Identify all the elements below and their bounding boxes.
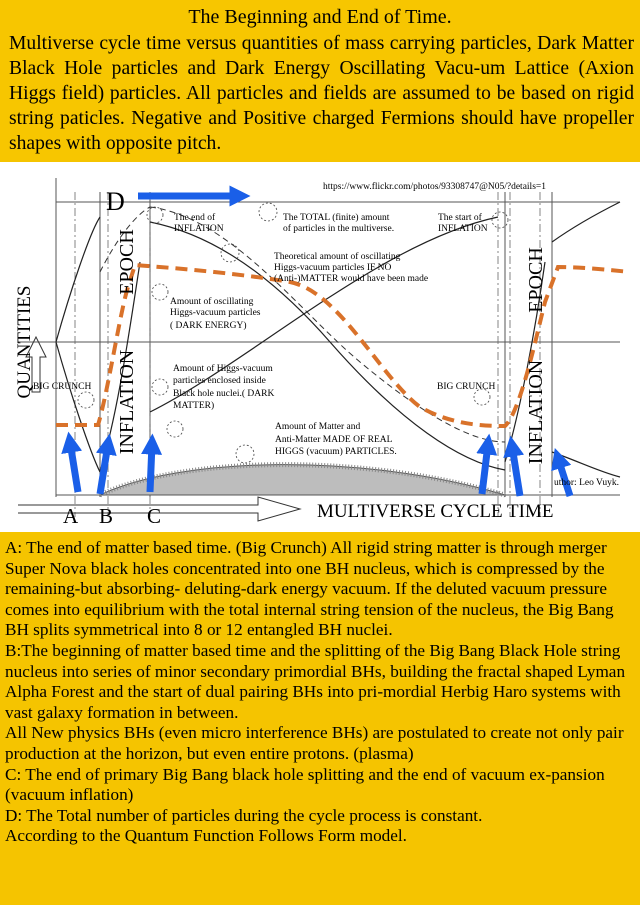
label-a: A: [63, 504, 79, 528]
note-c: C: The end of primary Big Bang black hole splitting and the end of vacuum ex-pansion (vacuum inflation): [5, 764, 605, 805]
real-matter-line1: Amount of Matter and: [275, 422, 361, 432]
cycle-diagram: [0, 162, 640, 532]
real-matter-line3: HIGGS (vacuum) PARTICLES.: [275, 447, 397, 457]
header-banner: [0, 0, 640, 160]
notes-section: [5, 538, 635, 847]
label-c: C: [147, 504, 162, 528]
theoretical-line3: (Anti-)MATTER would have been made: [274, 274, 429, 284]
label-b: B: [99, 504, 114, 528]
dark-energy-line3: ( DARK ENERGY): [170, 321, 247, 331]
author-credit: uthor: Leo Vuyk.: [554, 478, 619, 488]
end-inflation-line2: INFLATION: [174, 224, 224, 234]
note-new-physics: All New physics BHs (even micro interference BHs) are postulated to create not only pair production at the horizon, but even entire protons. (plasma): [5, 723, 624, 763]
page-title: The Beginning and End of Time.: [188, 6, 452, 28]
source-url: https://www.flickr.com/photos/93308747@N05/?details=1: [323, 182, 546, 192]
theoretical-line1: Theoretical amount of oscillating: [274, 252, 401, 262]
note-a: A: The end of matter based time. (Big Crunch) All rigid string matter is through merger Super Nova black holes concentrated into one BH nucleus, which is compressed by the remaining-but absorbing- deluting-dark energy vacuum. If the deluted vacuum pressure comes into equilibrium with the total internal string tension of the nucleus, the Big Bang BH splits symmetrical into 8 or 12 entangled BH nuclei.: [5, 538, 614, 640]
note-b: B:The beginning of matter based time and the splitting of the Big Bang Black Hole string nucleus into series of minor secondary primordial BHs, building the fractal shaped Lyman Alpha Forest and the start of dual pairing BHs into pri-mordial Herbig Haro systems with vast galaxy formation in between.: [5, 640, 626, 722]
inflation-right-label: INFLATION: [525, 359, 547, 465]
real-matter-line2: Anti-Matter MADE OF REAL: [275, 435, 393, 445]
total-particles-line1: The TOTAL (finite) amount: [283, 213, 390, 223]
total-particles-line2: of particles in the multiverse.: [283, 224, 395, 234]
dark-matter-line2: particles enclosed inside: [173, 376, 266, 386]
big-crunch-right: BIG CRUNCH: [437, 382, 496, 392]
outer-left-curve: [56, 217, 100, 342]
end-inflation-line1: The end of: [174, 213, 216, 223]
diagram-svg: [0, 162, 640, 532]
start-inflation-line2: INFLATION: [438, 224, 488, 234]
big-crunch-left: BIG CRUNCH: [33, 382, 92, 392]
start-inflation-line1: The start of: [438, 213, 482, 223]
intro-paragraph: Multiverse cycle time versus quantities of mass carrying particles, Dark Matter Black Hole particles and Dark Energy Oscillating Vacu-um Lattice (Axion Higgs field) particles. All particles and fields are assumed to be based on rigid string paticles. Negative and Positive charged Fermions should have propeller shapes with opposite pitch.: [9, 33, 634, 154]
x-axis-label: MULTIVERSE CYCLE TIME: [317, 501, 554, 522]
theoretical-line2: Higgs-vacuum particles IF NO: [274, 263, 392, 273]
dark-matter-line4: MATTER): [173, 401, 215, 411]
label-d: D: [106, 187, 125, 216]
y-axis-label: QUANTITIES: [14, 285, 35, 399]
dark-energy-line1: Amount of oscillating: [170, 297, 254, 307]
note-d: D: The Total number of particles during the cycle process is constant.: [5, 805, 483, 825]
note-model: According to the Quantum Function Follows Form model.: [5, 826, 407, 846]
dark-matter-line1: Amount of Higgs-vacuum: [173, 364, 273, 374]
inflation-left-label: INFLATION: [116, 349, 138, 455]
dark-energy-line2: Higgs-vacuum particles: [170, 308, 261, 318]
epoch-left-label: EPOCH: [116, 229, 138, 295]
dark-matter-line3: Black hole nuclei.( DARK: [173, 389, 275, 399]
epoch-right-label: EPOCH: [525, 247, 547, 313]
